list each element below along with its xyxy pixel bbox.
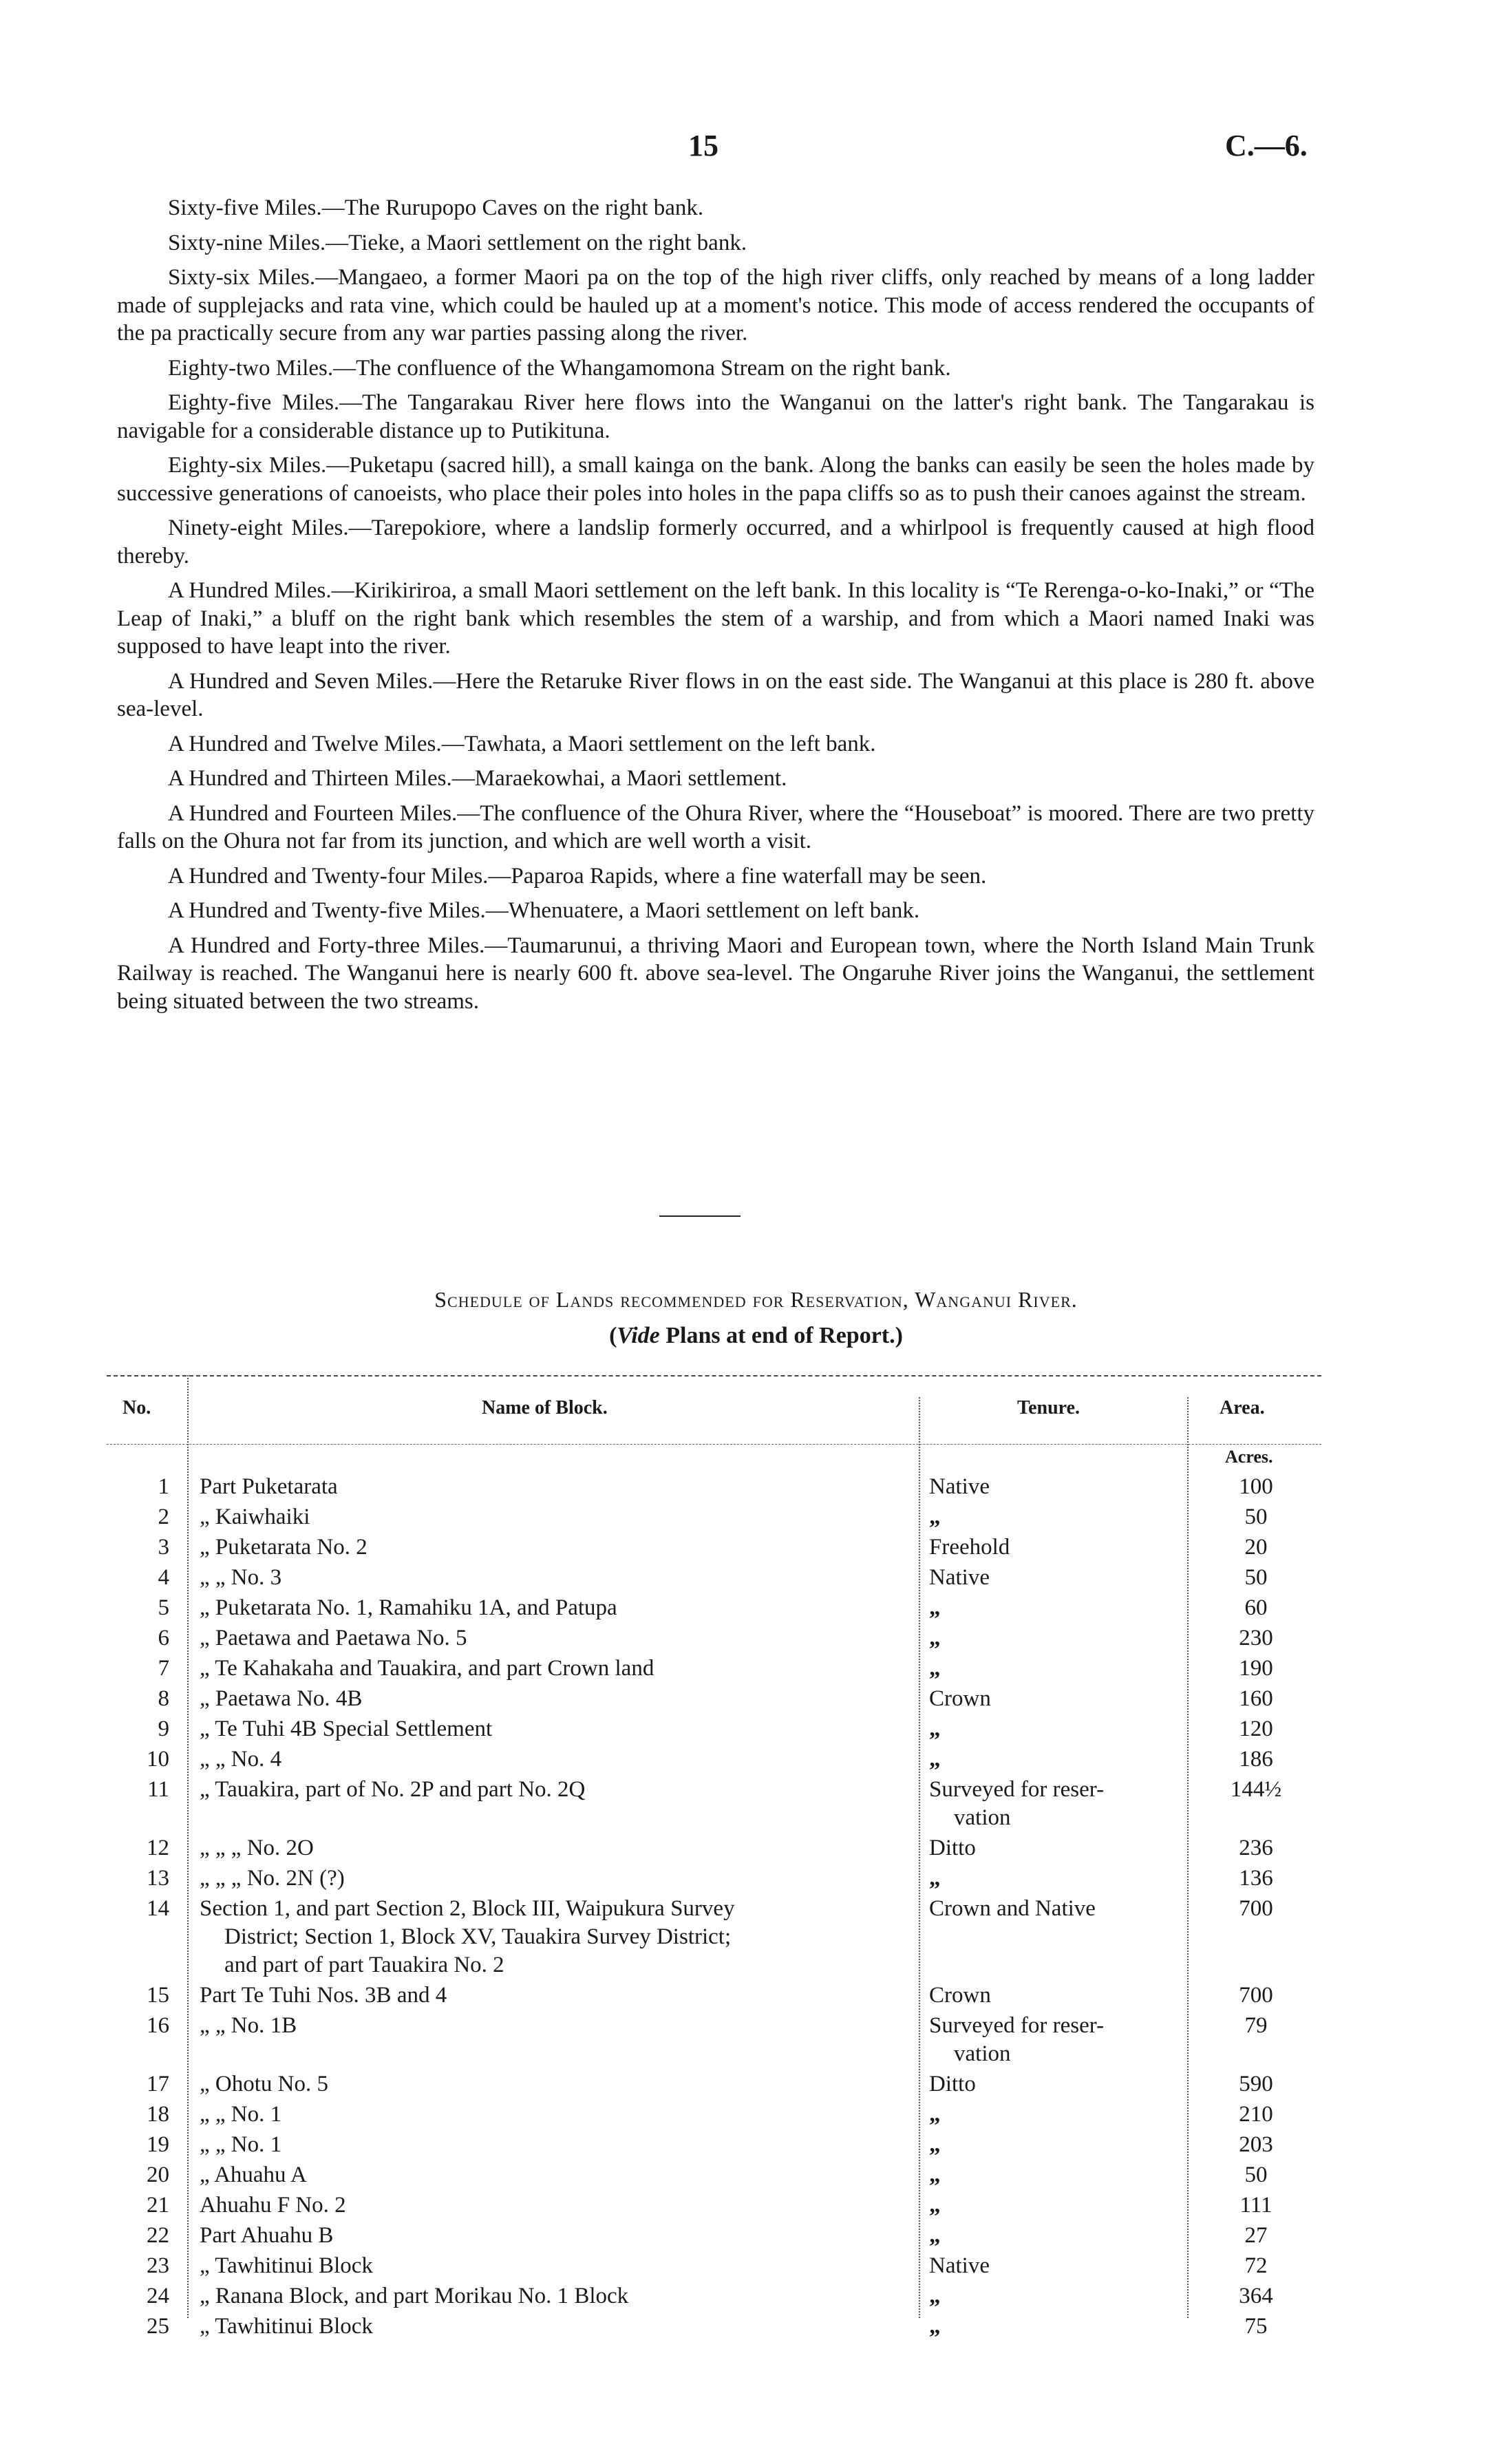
paragraph: A Hundred and Fourteen Miles.—The confluence of the Ohura River, where the “Houseboat” is moored. There are two pretty falls on the Ohura not far from its junction, and which are well worth a visit. (117, 800, 1314, 853)
block-name-cell (200, 2222, 905, 2250)
tenure: „ (929, 1505, 941, 1529)
block-name: „ „ No. 1 (200, 2102, 282, 2127)
table-row (0, 1655, 1512, 1685)
subtitle-open: ( (609, 1323, 617, 1348)
column-header-name: Name of Block. (482, 1397, 608, 1418)
block-name: Section 1, and part Section 2, Block III, Waipukura Survey (200, 1896, 735, 1921)
table-row (0, 1594, 1512, 1624)
row-number: 23 (147, 2253, 169, 2278)
tenure: Surveyed for reser- (929, 1777, 1105, 1802)
schedule-subtitle (0, 1323, 1512, 1349)
area-value: 60 (1244, 1595, 1268, 1620)
row-number: 12 (147, 1836, 169, 1860)
tenure: Native (929, 1565, 990, 1590)
row-number: 19 (147, 2132, 169, 2157)
area-value: 190 (1239, 1656, 1273, 1681)
tenure: Crown (929, 1686, 991, 1711)
table-row (0, 1564, 1512, 1594)
table-row (0, 2012, 1512, 2070)
block-name-cell (200, 1503, 905, 1531)
row-number: 8 (158, 1686, 169, 1711)
table-row (0, 1895, 1512, 1981)
tenure-cell (929, 1564, 1167, 1592)
area-value: 27 (1244, 2223, 1268, 2248)
table-row (0, 2161, 1512, 2191)
paragraph: A Hundred and Thirteen Miles.—Maraekowhai, a Maori settlement. (168, 766, 787, 791)
table-top-rule (107, 1375, 1321, 1377)
block-name-cell (200, 2131, 905, 2159)
tenure-cell (929, 2101, 1167, 2129)
block-name-cell (200, 1533, 905, 1562)
tenure-cell (929, 2222, 1167, 2250)
table-row (0, 1473, 1512, 1503)
row-number: 21 (147, 2193, 169, 2218)
block-name-cell (200, 1715, 905, 1743)
table-row (0, 1776, 1512, 1834)
block-name: „ Tawhitinui Block (200, 2253, 373, 2278)
block-name: Part Ahuahu B (200, 2223, 334, 2248)
paragraph: Ninety-eight Miles.—Tarepokiore, where a landslip formerly occurred, and a whirlpool is frequently caused at high flood thereby. (117, 516, 1314, 568)
tenure-cell (929, 1624, 1167, 1652)
row-number: 13 (147, 1866, 169, 1891)
block-name: „ „ No. 1B (200, 2013, 297, 2038)
tenure-cell (929, 1685, 1167, 1713)
subtitle-rest: Plans at end of Report.) (659, 1323, 903, 1348)
tenure-cell (929, 2070, 1167, 2098)
area-value: 160 (1239, 1686, 1273, 1711)
block-name-cell (200, 1594, 905, 1622)
row-number: 24 (147, 2284, 169, 2308)
paragraph: A Hundred Miles.—Kirikiriroa, a small Maori settlement on the left bank. In this locality is “Te Rerenga-o-ko-Inaki,” or “The Leap of Inaki,” a bluff on the right bank which resembles the stem of a warship, and from which a Maori named Inaki was supposed to have leapt into the river. (117, 578, 1314, 659)
block-name-cell (200, 1745, 905, 1774)
block-name: „ Ohotu No. 5 (200, 2072, 328, 2096)
paragraph: Eighty-five Miles.—The Tangarakau River here flows into the Wanganui on the latter's right bank. The Tangarakau is navigable for a considerable distance up to Putikituna. (117, 390, 1314, 443)
area-value: 236 (1239, 1836, 1273, 1860)
block-name: „ „ No. 4 (200, 1747, 282, 1772)
row-number: 25 (147, 2314, 169, 2339)
column-header-area: Area. (1220, 1397, 1265, 1418)
area-value: 72 (1244, 2253, 1268, 2278)
tenure: „ (929, 2193, 941, 2218)
tenure-cell (929, 1895, 1167, 1923)
block-name: Ahuahu F No. 2 (200, 2193, 346, 2218)
paragraph: Eighty-six Miles.—Puketapu (sacred hill), a small kainga on the bank. Along the banks can easily be seen the holes made by successive generations of canoeists, who place their poles into holes in the papa cliffs so as to push their canoes against the stream. (117, 453, 1314, 506)
tenure-cell (929, 2252, 1167, 2280)
block-name: „ Ahuahu A (200, 2162, 307, 2187)
tenure-cell (929, 1745, 1167, 1774)
tenure-continuation: vation (954, 2041, 1011, 2066)
table-header-rule (107, 1444, 1321, 1445)
paragraph: A Hundred and Seven Miles.—Here the Retaruke River flows in on the east side. The Wanganui at this place is 280 ft. above sea-level. (117, 668, 1314, 721)
paragraph: Sixty-nine Miles.—Tieke, a Maori settlement on the right bank. (168, 230, 747, 255)
document-code: C.—6. (1225, 129, 1308, 162)
tenure-cell (929, 1503, 1167, 1531)
body-text (117, 194, 1314, 1022)
table-row (0, 2101, 1512, 2131)
tenure-cell (929, 2161, 1167, 2189)
block-name-cell (200, 1624, 905, 1652)
row-number: 5 (158, 1595, 169, 1620)
table-row (0, 2070, 1512, 2101)
tenure-cell (929, 2282, 1167, 2310)
block-name-cell (200, 2070, 905, 2098)
table-row (0, 2222, 1512, 2252)
block-name-cell (200, 1864, 905, 1893)
row-number: 18 (147, 2102, 169, 2127)
table-row (0, 1981, 1512, 2012)
row-number: 10 (147, 1747, 169, 1772)
paragraph: A Hundred and Forty-three Miles.—Taumarunui, a thriving Maori and European town, where the North Island Main Trunk Railway is reached. The Wanganui here is nearly 600 ft. above sea-level. The Ongaruhe River joins the Wanganui, the settlement being situated between the two streams. (117, 933, 1314, 1014)
tenure-cell (929, 1834, 1167, 1862)
row-number: 16 (147, 2013, 169, 2038)
area-value: 50 (1244, 1565, 1268, 1590)
paragraph: A Hundred and Twenty-five Miles.—Whenuatere, a Maori settlement on left bank. (168, 898, 920, 923)
row-number: 4 (158, 1565, 169, 1590)
area-value: 203 (1239, 2132, 1273, 2157)
block-name: „ Kaiwhaiki (200, 1505, 310, 1529)
tenure: „ (929, 1717, 941, 1741)
tenure-cell (929, 1981, 1167, 2010)
row-number: 14 (147, 1896, 169, 1921)
column-header-tenure: Tenure. (1017, 1397, 1080, 1418)
table-row (0, 2191, 1512, 2222)
area-value: 364 (1239, 2284, 1273, 2308)
block-name-cell (200, 1834, 905, 1862)
tenure: Crown and Native (929, 1896, 1096, 1921)
tenure: „ (929, 1747, 941, 1772)
subtitle-vide: Vide (617, 1323, 660, 1348)
tenure-continuation: vation (954, 1805, 1011, 1830)
block-name-continuation: and part of part Tauakira No. 2 (224, 1953, 504, 1977)
block-name: „ Tauakira, part of No. 2P and part No. 2Q (200, 1777, 586, 1802)
section-separator (659, 1215, 741, 1217)
area-value: 144½ (1230, 1777, 1282, 1802)
area-value: 79 (1244, 2013, 1268, 2038)
block-name: „ Ranana Block, and part Morikau No. 1 Block (200, 2284, 629, 2308)
tenure: Ditto (929, 1836, 976, 1860)
tenure: „ (929, 1595, 941, 1620)
tenure: „ (929, 1626, 941, 1650)
schedule-table-body (0, 1473, 1512, 2343)
block-name-cell (200, 2252, 905, 2280)
tenure: Ditto (929, 2072, 976, 2096)
block-name: „ Paetawa No. 4B (200, 1686, 363, 1711)
tenure: Freehold (929, 1535, 1010, 1560)
tenure-cell (929, 1776, 1167, 1832)
block-name-cell (200, 2282, 905, 2310)
row-number: 11 (147, 1777, 169, 1802)
block-name: „ „ No. 3 (200, 1565, 282, 1590)
area-value: 186 (1239, 1747, 1273, 1772)
tenure: Native (929, 2253, 990, 2278)
block-name: „ Paetawa and Paetawa No. 5 (200, 1626, 467, 1650)
tenure: „ (929, 2314, 941, 2339)
paragraph: A Hundred and Twelve Miles.—Tawhata, a Maori settlement on the left bank. (168, 731, 876, 756)
tenure: „ (929, 2102, 941, 2127)
row-number: 2 (158, 1505, 169, 1529)
row-number: 1 (158, 1474, 169, 1499)
area-value: 50 (1244, 1505, 1268, 1529)
tenure-cell (929, 2012, 1167, 2068)
block-name-cell (200, 1655, 905, 1683)
table-row (0, 1685, 1512, 1715)
row-number: 7 (158, 1656, 169, 1681)
table-row (0, 1533, 1512, 1564)
row-number: 22 (147, 2223, 169, 2248)
tenure: Crown (929, 1983, 991, 2008)
block-name: Part Puketarata (200, 1474, 338, 1499)
table-row (0, 1745, 1512, 1776)
block-name: „ Te Tuhi 4B Special Settlement (200, 1717, 493, 1741)
area-units: Acres. (1225, 1447, 1273, 1467)
area-value: 120 (1239, 1717, 1273, 1741)
area-value: 75 (1244, 2314, 1268, 2339)
paragraph: Eighty-two Miles.—The confluence of the Whangamomona Stream on the right bank. (168, 355, 951, 381)
tenure: „ (929, 2162, 941, 2187)
tenure: „ (929, 1866, 941, 1891)
tenure-cell (929, 2313, 1167, 2341)
area-value: 50 (1244, 2162, 1268, 2187)
column-header-no: No. (123, 1397, 151, 1418)
block-name: „ Puketarata No. 2 (200, 1535, 368, 1560)
row-number: 20 (147, 2162, 169, 2187)
tenure: Native (929, 1474, 990, 1499)
tenure-cell (929, 2131, 1167, 2159)
tenure: „ (929, 2284, 941, 2308)
tenure-cell (929, 1533, 1167, 1562)
tenure-cell (929, 1655, 1167, 1683)
area-value: 136 (1239, 1866, 1273, 1891)
area-value: 100 (1239, 1474, 1273, 1499)
block-name-continuation: District; Section 1, Block XV, Tauakira Survey District; (224, 1924, 732, 1949)
block-name-cell (200, 2101, 905, 2129)
block-name-cell (200, 1776, 905, 1804)
block-name-cell (200, 1895, 905, 1979)
row-number: 15 (147, 1983, 169, 2008)
area-value: 210 (1239, 2102, 1273, 2127)
tenure-cell (929, 1715, 1167, 1743)
block-name: „ „ No. 1 (200, 2132, 282, 2157)
block-name: „ Puketarata No. 1, Ramahiku 1A, and Patupa (200, 1595, 617, 1620)
block-name: „ Tawhitinui Block (200, 2314, 373, 2339)
tenure: „ (929, 2223, 941, 2248)
table-row (0, 2282, 1512, 2313)
row-number: 17 (147, 2072, 169, 2096)
table-row (0, 1624, 1512, 1655)
area-value: 700 (1239, 1983, 1273, 2008)
area-value: 700 (1239, 1896, 1273, 1921)
block-name: „ „ „ No. 2N (?) (200, 1866, 345, 1891)
paragraph: A Hundred and Twenty-four Miles.—Paparoa Rapids, where a fine waterfall may be seen. (168, 863, 987, 889)
table-row (0, 2131, 1512, 2161)
table-row (0, 1503, 1512, 1533)
tenure: „ (929, 2132, 941, 2157)
block-name: „ Te Kahakaha and Tauakira, and part Crown land (200, 1656, 654, 1681)
block-name-cell (200, 2191, 905, 2220)
block-name-cell (200, 2161, 905, 2189)
area-value: 230 (1239, 1626, 1273, 1650)
row-number: 3 (158, 1535, 169, 1560)
tenure-cell (929, 1864, 1167, 1893)
block-name: Part Te Tuhi Nos. 3B and 4 (200, 1983, 447, 2008)
table-row (0, 2252, 1512, 2282)
paragraph: Sixty-five Miles.—The Rurupopo Caves on the right bank. (168, 195, 704, 220)
row-number: 6 (158, 1626, 169, 1650)
block-name-cell (200, 1981, 905, 2010)
table-row (0, 2313, 1512, 2343)
block-name: „ „ „ No. 2O (200, 1836, 314, 1860)
table-row (0, 1864, 1512, 1895)
table-row (0, 1834, 1512, 1864)
block-name-cell (200, 1685, 905, 1713)
schedule-title: Schedule of Lands recommended for Reservation, Wanganui River. (434, 1287, 1078, 1312)
tenure-cell (929, 1473, 1167, 1501)
paragraph: Sixty-six Miles.—Mangaeo, a former Maori pa on the top of the high river cliffs, only reached by means of a long ladder made of supplejacks and rata vine, which could be hauled up at a moment's notice. This mode of access rendered the occupants of the pa practically secure from any war parties passing along the river. (117, 265, 1314, 346)
tenure: „ (929, 1656, 941, 1681)
tenure-cell (929, 2191, 1167, 2220)
tenure-cell (929, 1594, 1167, 1622)
block-name-cell (200, 2012, 905, 2040)
page-number: 15 (688, 129, 718, 162)
tenure: Surveyed for reser- (929, 2013, 1105, 2038)
area-value: 111 (1239, 2193, 1273, 2218)
table-row (0, 1715, 1512, 1745)
block-name-cell (200, 2313, 905, 2341)
area-value: 590 (1239, 2072, 1273, 2096)
area-value: 20 (1244, 1535, 1268, 1560)
block-name-cell (200, 1564, 905, 1592)
row-number: 9 (158, 1717, 169, 1741)
block-name-cell (200, 1473, 905, 1501)
